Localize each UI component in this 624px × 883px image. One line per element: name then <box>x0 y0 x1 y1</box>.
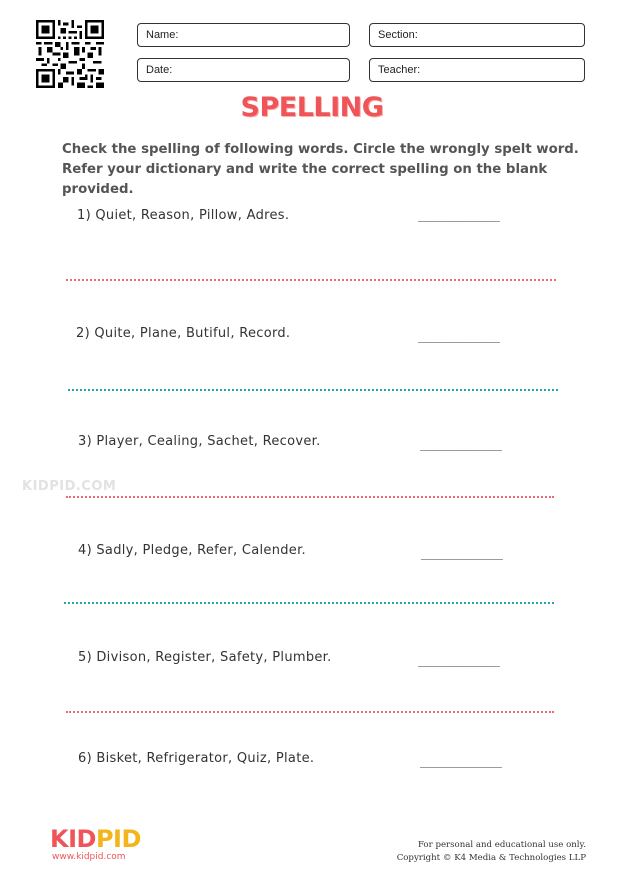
separator-3 <box>66 496 554 498</box>
teacher-label: Teacher: <box>378 64 421 76</box>
date-label: Date: <box>146 64 173 76</box>
separator-4 <box>64 602 554 604</box>
separator-5 <box>66 711 554 713</box>
date-field[interactable] <box>137 58 350 82</box>
answer-blank-4[interactable]: _____________ <box>421 546 502 560</box>
question-3: 3) Player, Cealing, Sachet, Recover. <box>78 434 321 449</box>
footer-copyright: Copyright © K4 Media & Technologies LLP <box>396 853 586 863</box>
answer-blank-3[interactable]: _____________ <box>420 437 501 451</box>
answer-blank-5[interactable]: _____________ <box>418 653 499 667</box>
name-field[interactable] <box>137 23 350 47</box>
footer <box>397 839 586 865</box>
watermark: KIDPID.COM <box>22 479 117 494</box>
logo-wordmark <box>50 826 141 852</box>
section-label: Section: <box>378 29 418 41</box>
teacher-field[interactable] <box>369 58 585 82</box>
question-5: 5) Divison, Register, Safety, Plumber. <box>78 650 332 665</box>
question-4: 4) Sadly, Pledge, Refer, Calender. <box>78 543 306 558</box>
question-2: 2) Quite, Plane, Butiful, Record. <box>76 326 291 341</box>
qr-code-icon <box>36 20 104 88</box>
separator-1 <box>66 279 556 281</box>
question-6: 6) Bisket, Refrigerator, Quiz, Plate. <box>78 751 315 766</box>
name-label: Name: <box>146 29 179 41</box>
question-1: 1) Quiet, Reason, Pillow, Adres. <box>77 208 290 223</box>
answer-blank-1[interactable]: _____________ <box>418 208 499 222</box>
page-title: SPELLING <box>240 92 384 123</box>
separator-2 <box>68 389 558 391</box>
instructions: Check the spelling of following words. Circle the wrongly spelt word. Refer your dictionary and write the correct spelling on the blank provided. <box>62 142 579 197</box>
footer-usage: For personal and educational use only. <box>417 840 586 850</box>
kidpid-logo <box>50 826 141 862</box>
logo-kid: KID <box>50 825 96 853</box>
section-field[interactable] <box>369 23 585 47</box>
logo-pid: PID <box>95 825 141 853</box>
answer-blank-2[interactable]: _____________ <box>418 329 499 343</box>
logo-url: www.kidpid.com <box>52 852 126 862</box>
answer-blank-6[interactable]: _____________ <box>420 754 501 768</box>
